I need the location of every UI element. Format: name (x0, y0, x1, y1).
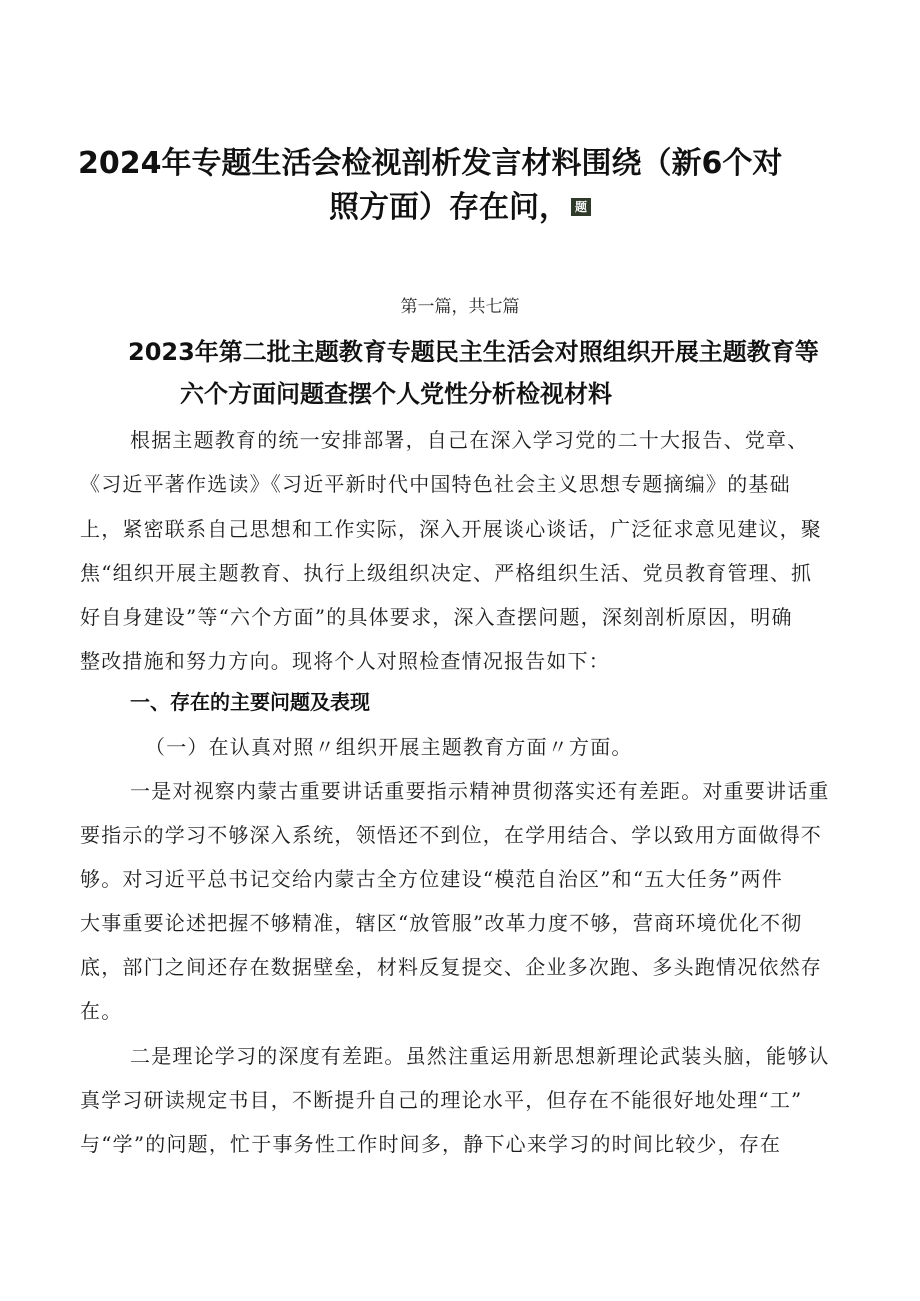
paragraph-1-line: 一是对视察内蒙古重要讲话重要指示精神贯彻落实还有差距。对重要讲话重 (130, 779, 830, 803)
section-label: 第一篇，共七篇 (400, 297, 520, 317)
title-mark: 题 (571, 198, 591, 216)
paragraph-1-line: 在。 (80, 999, 123, 1023)
paragraph-2-line: 真学习研读规定书目，不断提升自己的理论水平，但存在不能很好地处理“工” (80, 1088, 803, 1112)
intro-line: 上，紧密联系自己思想和工作实际，深入开展谈心谈话，广泛征求意见建议，聚 (80, 517, 822, 541)
intro-line: 整改措施和努力方向。现将个人对照检查情况报告如下： (80, 649, 610, 673)
heading-line-1: 2023年第二批主题教育专题民主生活会对照组织开展主题教育等 (128, 338, 819, 366)
paragraph-1-line: 要指示的学习不够深入系统，领悟还不到位，在学用结合、学以致用方面做得不 (80, 823, 822, 847)
intro-line: 焦“组织开展主题教育、执行上级组织决定、严格组织生活、党员教育管理、抓 (80, 561, 813, 585)
paragraph-2-line: 二是理论学习的深度有差距。虽然注重运用新思想新理论武装头脑，能够认 (130, 1044, 830, 1068)
intro-line: 《习近平著作选读》《习近平新时代中国特色社会主义思想专题摘编》的基础 (80, 472, 791, 496)
intro-line: 根据主题教育的统一安排部署，自己在深入学习党的二十大报告、党章、 (130, 428, 809, 452)
paragraph-1-line: 底，部门之间还存在数据壁垒，材料反复提交、企业多次跑、多头跑情况依然存 (80, 955, 822, 979)
intro-line: 好自身建设”等“六个方面”的具体要求，深入查摆问题，深刻剖析原因，明确 (80, 605, 793, 629)
document-title-line-1: 2024年专题生活会检视剖析发言材料围绕（新6个对 (78, 146, 783, 181)
document-title-line-2: 照方面）存在问， (329, 190, 569, 225)
paragraph-1-line: 够。对习近平总书记交给内蒙古全方位建设“模范自治区”和“五大任务”两件 (80, 867, 783, 891)
heading-line-2: 六个方面问题查摆个人党性分析检视材料 (180, 380, 612, 408)
section-1-title: 一、存在的主要问题及表现 (130, 690, 370, 714)
paragraph-2-line: 与“学”的问题，忙于事务性工作时间多，静下心来学习的时间比较少，存在 (80, 1132, 782, 1156)
paragraph-1-line: 大事重要论述把握不够精准，辖区“放管服”改革力度不够，营商环境优化不彻 (80, 911, 803, 935)
document-title-line-2-wrapper (0, 182, 920, 226)
subsection-1-title: （一）在认真对照〃组织开展主题教育方面〃方面。 (145, 735, 633, 759)
